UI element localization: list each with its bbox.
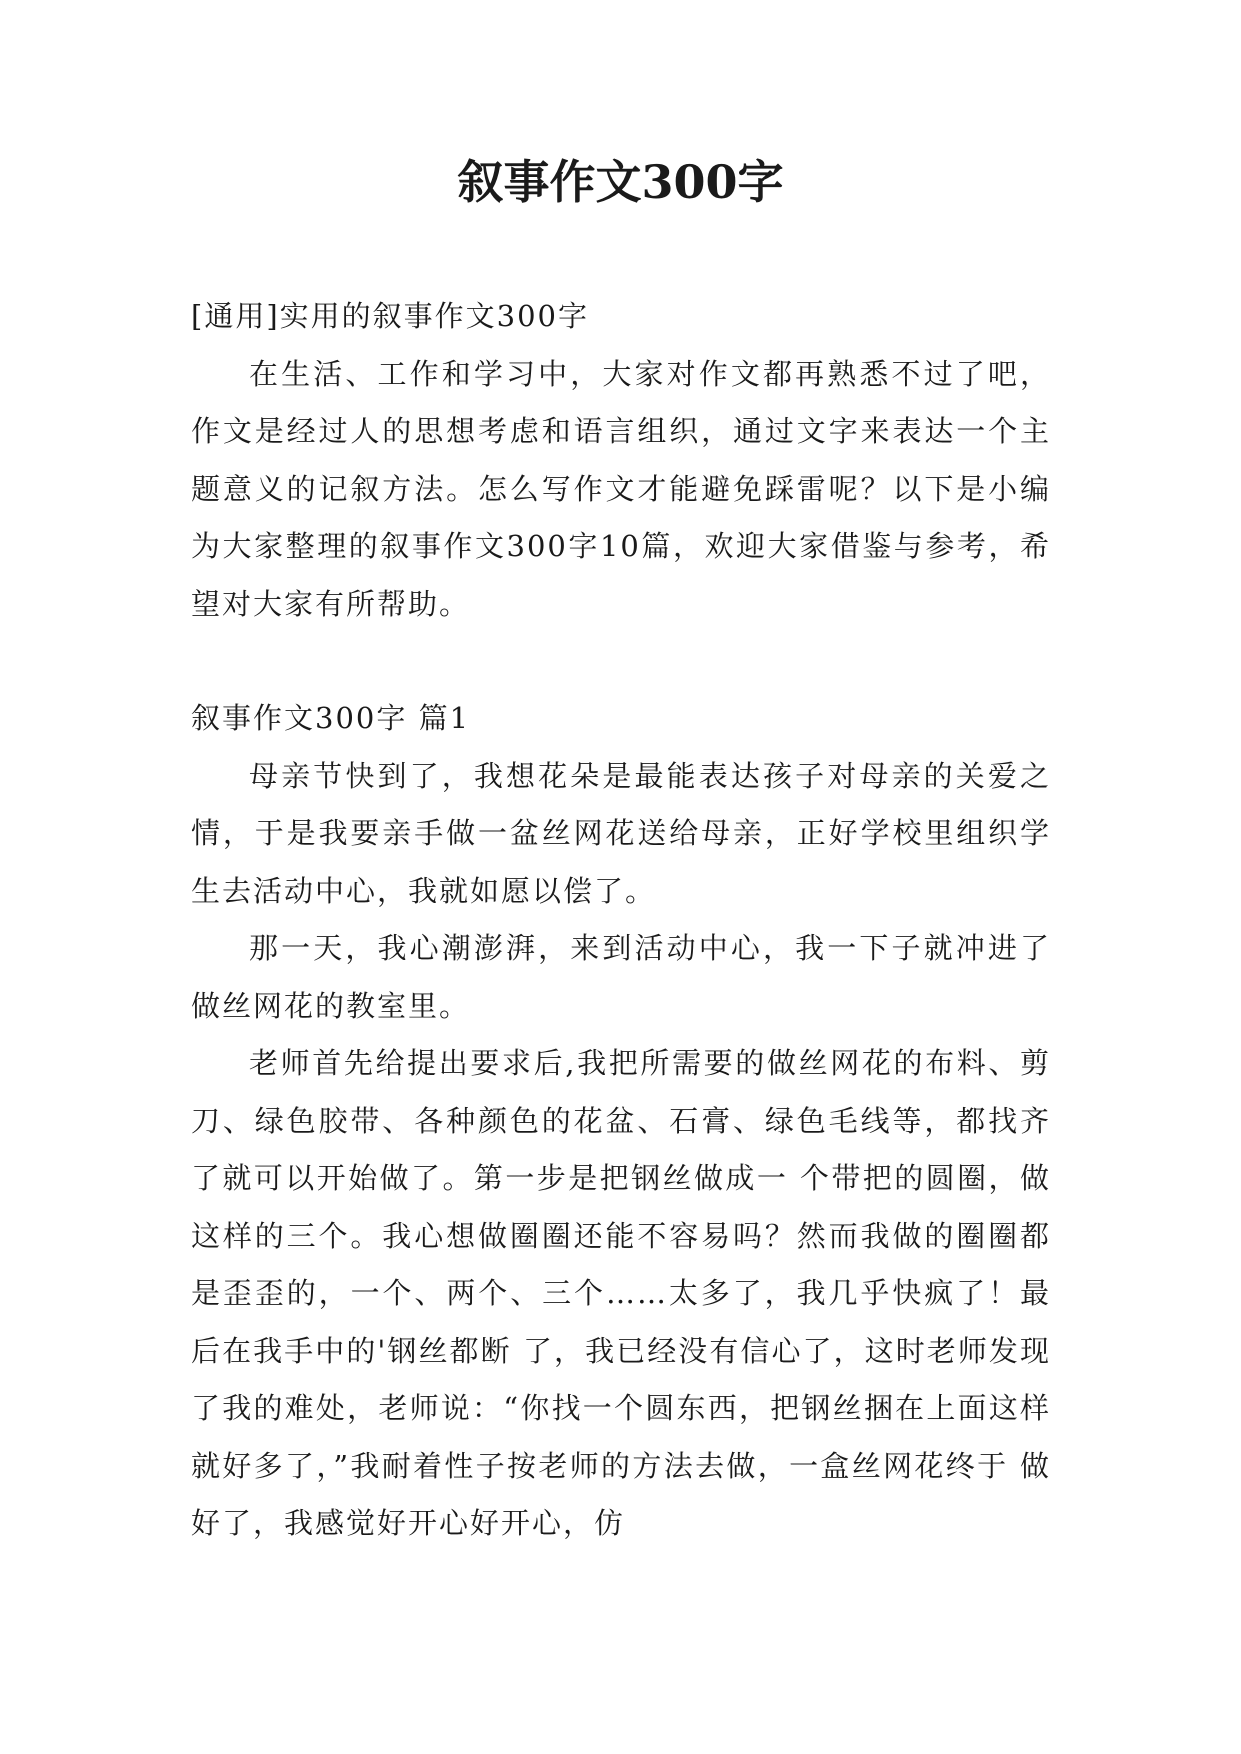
section-heading: 叙事作文300字 篇1 (191, 701, 471, 735)
intro-paragraph: 在生活、工作和学习中，大家对作文都再熟悉不过了吧，作文是经过人的思想考虑和语言组织，通过文字来表达一个主题意义的记叙方法。怎么写作文才能避免踩雷呢？以下是小编为大家整理的叙事作文300字10篇，欢迎大家借鉴与参考，希望对大家有所帮助。 (191, 356, 1051, 621)
body-paragraph: 那一天，我心潮澎湃，来到活动中心，我一下子就冲进了做丝网花的教室里。 (191, 931, 1051, 1023)
document-body (191, 288, 1051, 1553)
body-paragraph: 老师首先给提出要求后,我把所需要的做丝网花的布料、剪刀、绿色胶带、各种颜色的花盆、石膏、绿色毛线等，都找齐了就可以开始做了。第一步是把钢丝做成一 个带把的圆圈，做这样的三个。我心想做圈圈还能不容易吗？然而我做的圈圈都是歪歪的，一个、两个、三个……太多了，我几乎快疯了！最后在我手中的'钢丝都断 了，我已经没有信心了，这时老师发现了我的难处，老师说：“你找一个圆东西，把钢丝捆在上面这样就好多了，”我耐着性子按老师的方法去做，一盒丝网花终于 做好了，我感觉好开心好开心，仿 (191, 1046, 1051, 1540)
body-paragraph: 母亲节快到了，我想花朵是最能表达孩子对母亲的关爱之情，于是我要亲手做一盆丝网花送给母亲，正好学校里组织学生去活动中心，我就如愿以偿了。 (191, 758, 1051, 908)
document-title: 叙事作文300字 (457, 155, 784, 209)
section-spacer (191, 633, 1051, 690)
document-subtitle: [通用]实用的叙事作文300字 (191, 299, 589, 333)
